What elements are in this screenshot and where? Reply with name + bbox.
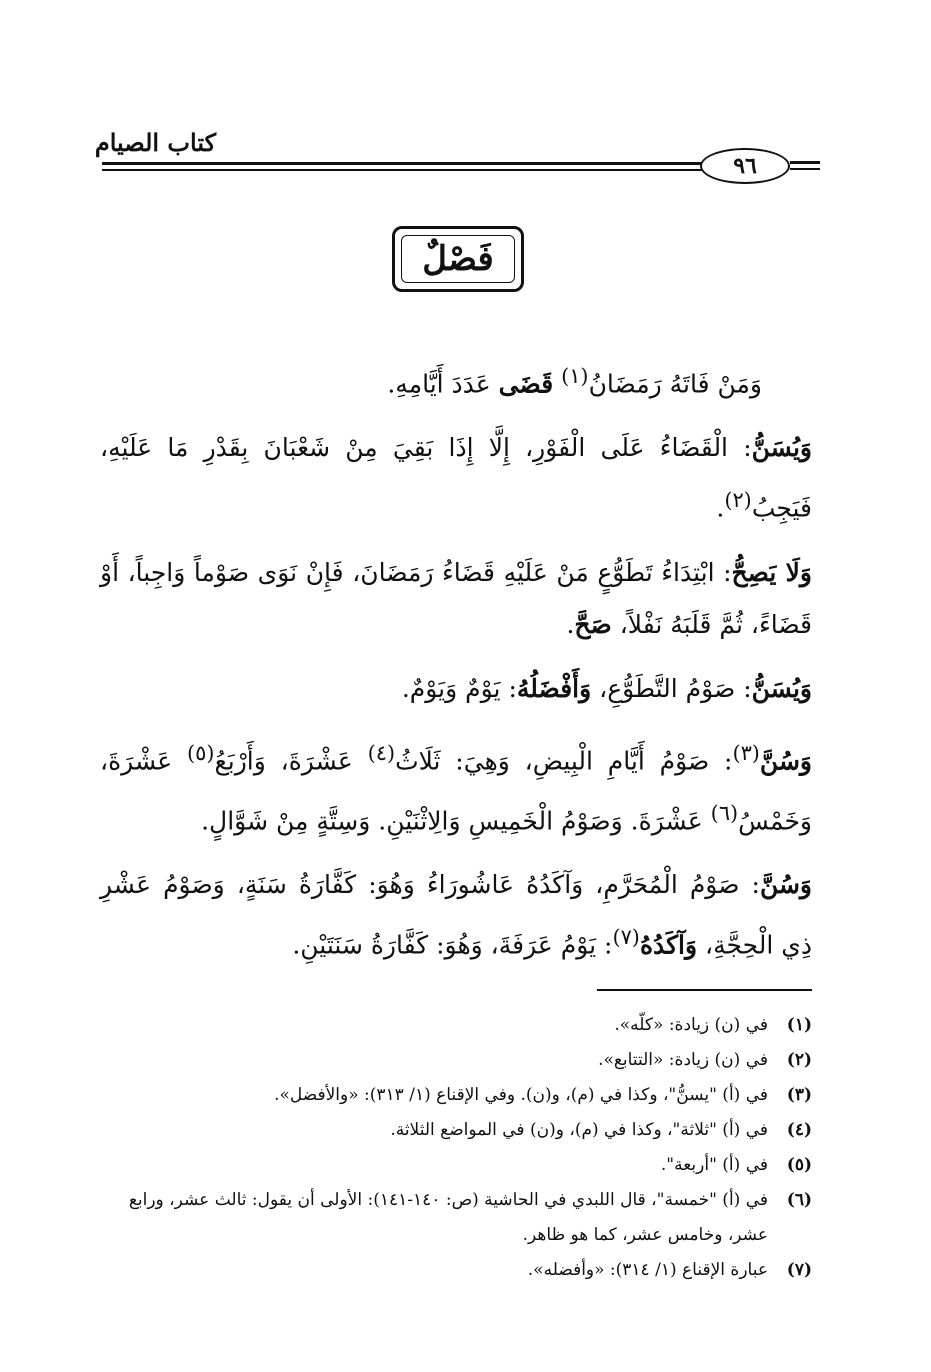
- keyword: وَآكَدُهُ: [639, 930, 698, 960]
- section-heading-frame: [392, 226, 524, 292]
- text-run: عَشْرَةَ، وَأَرْبَعُ: [214, 745, 368, 775]
- footnote-ref: (٣): [732, 740, 760, 765]
- paragraph-5: [100, 727, 812, 848]
- text-run: وَمَنْ فَاتَهُ رَمَضَانُ: [588, 369, 762, 399]
- keyword: وَيُسَنُّ: [751, 433, 812, 463]
- footnote-ref: (٧): [612, 925, 640, 950]
- text-run: : يَوْمٌ وَيَوْمٌ.: [401, 673, 517, 703]
- paragraph-6: [100, 859, 812, 971]
- footnotes: [100, 1008, 812, 1288]
- footnote-text: في (ن) زيادة: «كلّه».: [614, 1015, 768, 1035]
- text-run: : صَوْمُ التَّطَوُّعِ،: [591, 673, 752, 703]
- text-run: [553, 369, 561, 398]
- text-run: : صَوْمُ أَيَّامِ الْبِيضِ، وَهِيَ: ثَلَاثُ: [395, 745, 733, 775]
- running-header-title: كتاب الصيام: [94, 128, 216, 157]
- footnote-separator: [597, 989, 812, 991]
- footnote: [100, 1008, 812, 1043]
- text-run: عَشْرَةَ، وَخَمْسُ: [100, 745, 812, 836]
- footnote-ref: (٦): [710, 800, 739, 825]
- footnote-text: في (أ) "خمسة"، قال اللبدي في الحاشية (ص: ١٤٠-١٤١): الأولى أن يقول: ثالث عشر، ورابع عشر، وخامس عشر، كما هو ظاهر.: [128, 1190, 768, 1245]
- footnote-ref: (١): [561, 364, 589, 388]
- keyword: وَأَفْضَلُهُ: [516, 673, 592, 703]
- text-run: عَشْرَةَ. وَصَوْمُ الْخَمِيسِ وَالِاثْنَيْنِ. وَسِتَّةٍ مِنْ شَوَّالٍ.: [201, 806, 711, 836]
- paragraph-3: [100, 547, 812, 651]
- keyword: وَسُنَّ: [759, 870, 812, 900]
- text-run: : يَوْمُ عَرَفَةَ، وَهُوَ: كَفَّارَةُ سَنَتَيْنِ.: [292, 930, 613, 960]
- footnote-number: (٦): [786, 1190, 812, 1210]
- keyword: وَسُنَّ: [759, 745, 812, 775]
- text-run: : ابْتِدَاءُ تَطَوُّعٍ مَنْ عَلَيْهِ قَضَاءُ رَمَضَانَ، فَإِنْ نَوَى صَوْماً وَاجِباً، أَوْ قَضَاءً، ثُمَّ قَلَبَهُ نَفْلاً،: [100, 557, 812, 639]
- header-rule-short: [790, 161, 820, 164]
- footnote-text: في (أ) "يسنُّ"، وكذا في (م)، و(ن). وفي الإقناع (١/ ٣١٣): «والأفضل».: [274, 1085, 768, 1105]
- text-run: عَدَدَ أَيَّامِهِ.: [387, 369, 499, 399]
- text-run: .: [716, 493, 725, 523]
- header-rule: [102, 169, 702, 171]
- section-heading: فَصْلٌ: [422, 239, 494, 279]
- paragraph-2: [100, 422, 812, 534]
- footnote: [100, 1253, 812, 1288]
- footnote-ref: (٤): [367, 740, 396, 765]
- header-rule: [102, 162, 702, 165]
- paragraph-1: [100, 350, 812, 410]
- text-run: : صَوْمُ الْمُحَرَّمِ، وَآكَدُهُ عَاشُورَاءُ وَهُوَ: كَفَّارَةُ سَنَةٍ، وَصَوْمُ عَشْرِ ذِي الْحِجَّةِ،: [100, 870, 812, 960]
- text-run: .: [566, 609, 575, 639]
- footnote: [100, 1043, 812, 1078]
- text-run: : الْقَضَاءُ عَلَى الْفَوْرِ، إِلَّا إِذَا بَقِيَ مِنْ شَعْبَانَ بِقَدْرِ مَا عَلَيْهِ، فَيَجِبُ: [100, 433, 812, 523]
- keyword: صَحَّ: [574, 609, 612, 639]
- section-heading-inner-frame: [401, 235, 515, 283]
- footnote-number: (٤): [786, 1120, 812, 1140]
- header-rule-short: [790, 168, 820, 170]
- main-text: [100, 350, 812, 984]
- footnote-number: (٥): [786, 1155, 812, 1175]
- footnote-number: (٣): [786, 1085, 812, 1105]
- footnote-text: في (أ) "أربعة".: [660, 1155, 768, 1175]
- footnote-ref: (٢): [724, 488, 752, 513]
- page-number: ٩٦: [700, 148, 790, 184]
- footnote: [100, 1148, 812, 1183]
- footnote-text: عبارة الإقناع (١/ ٣١٤): «وأفضله».: [527, 1260, 768, 1280]
- footnote-number: (٧): [786, 1260, 812, 1280]
- footnote-ref: (٥): [187, 740, 215, 765]
- footnote-number: (٢): [786, 1050, 812, 1070]
- keyword: قَضَى: [498, 369, 554, 399]
- keyword: وَلَا يَصِحُّ: [731, 557, 813, 587]
- footnote: [100, 1113, 812, 1148]
- paragraph-4: [100, 663, 812, 715]
- footnote-text: في (ن) زيادة: «التتابع».: [598, 1050, 768, 1070]
- keyword: وَيُسَنُّ: [751, 673, 812, 703]
- footnote: [100, 1078, 812, 1113]
- footnote-text: في (أ) "ثلاثة"، وكذا في (م)، و(ن) في المواضع الثلاثة.: [390, 1120, 768, 1140]
- footnote-number: (١): [786, 1015, 812, 1035]
- footnote: [100, 1183, 812, 1253]
